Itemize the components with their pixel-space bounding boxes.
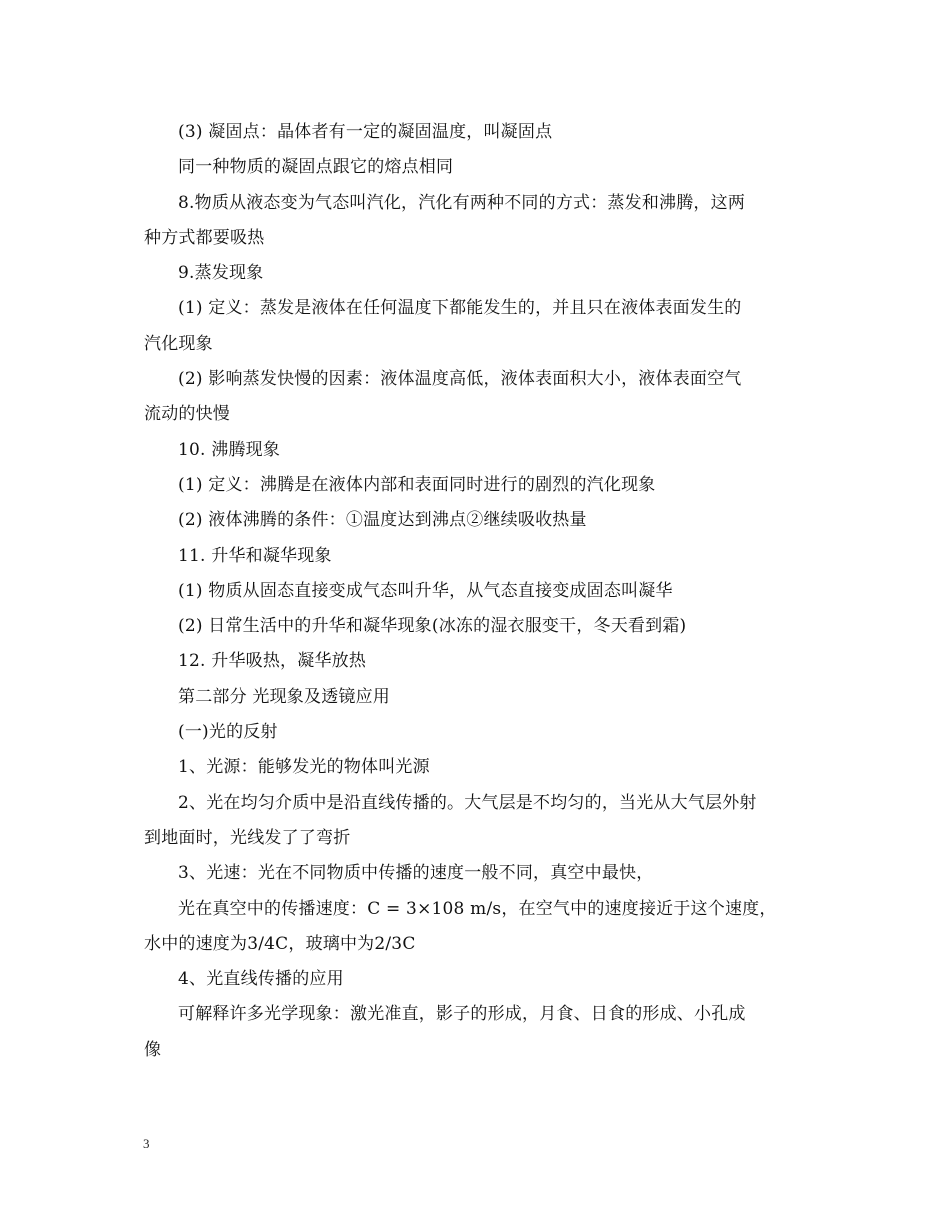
paragraph-line: 水中的速度为3/4C，玻璃中为2/3C [144, 933, 416, 954]
paragraph-line: 可解释许多光学现象：激光准直，影子的形成，月食、日食的形成、小孔成 [178, 1004, 746, 1025]
paragraph-line: (2) 影响蒸发快慢的因素：液体温度高低，液体表面积大小，液体表面空气 [178, 369, 742, 390]
paragraph-line: 种方式都要吸热 [144, 227, 265, 248]
paragraph-line: (1) 定义：沸腾是在液体内部和表面同时进行的剧烈的汽化现象 [178, 474, 656, 495]
part-heading: 第二部分 光现象及透镜应用 [178, 686, 391, 707]
paragraph-line: (1) 物质从固态直接变成气态叫升华，从气态直接变成固态叫凝华 [178, 580, 673, 601]
paragraph-line: (3) 凝固点：晶体者有一定的凝固温度，叫凝固点 [178, 122, 553, 142]
paragraph-line: 流动的快慢 [144, 404, 230, 425]
paragraph-line: 8.物质从液态变为气态叫汽化，汽化有两种不同的方式：蒸发和沸腾，这两 [178, 192, 746, 213]
subsection-heading: (一)光的反射 [178, 722, 278, 743]
section-heading: 9.蒸发现象 [178, 263, 264, 284]
paragraph-line: (2) 液体沸腾的条件：①温度达到沸点②继续吸收热量 [178, 510, 587, 531]
paragraph-line: 1、光源：能够发光的物体叫光源 [178, 757, 430, 778]
section-heading: 10. 沸腾现象 [178, 439, 281, 460]
paragraph-line: 像 [144, 1039, 162, 1060]
paragraph-line: (2) 日常生活中的升华和凝华现象(冰冻的湿衣服变干，冬天看到霜) [178, 616, 687, 637]
page-number: 3 [143, 1136, 150, 1151]
paragraph-line: (1) 定义：蒸发是液体在任何温度下都能发生的，并且只在液体表面发生的 [178, 298, 742, 319]
section-heading: 11. 升华和凝华现象 [178, 545, 332, 566]
paragraph-line: 光在真空中的传播速度：C = 3×108 m/s，在空气中的速度接近于这个速度， [178, 898, 777, 919]
page-body [144, 115, 809, 1068]
paragraph-line: 汽化现象 [144, 333, 213, 354]
section-heading: 12. 升华吸热，凝华放热 [178, 651, 367, 672]
paragraph-line: 同一种物质的凝固点跟它的熔点相同 [178, 157, 454, 178]
paragraph-line: 2、光在均匀介质中是沿直线传播的。大气层是不均匀的，当光从大气层外射 [178, 792, 757, 813]
paragraph-line: 到地面时，光线发了了弯折 [144, 827, 351, 848]
paragraph-line: 3、光速：光在不同物质中传播的速度一般不同，真空中最快， [178, 863, 654, 884]
paragraph-line: 4、光直线传播的应用 [178, 969, 344, 990]
